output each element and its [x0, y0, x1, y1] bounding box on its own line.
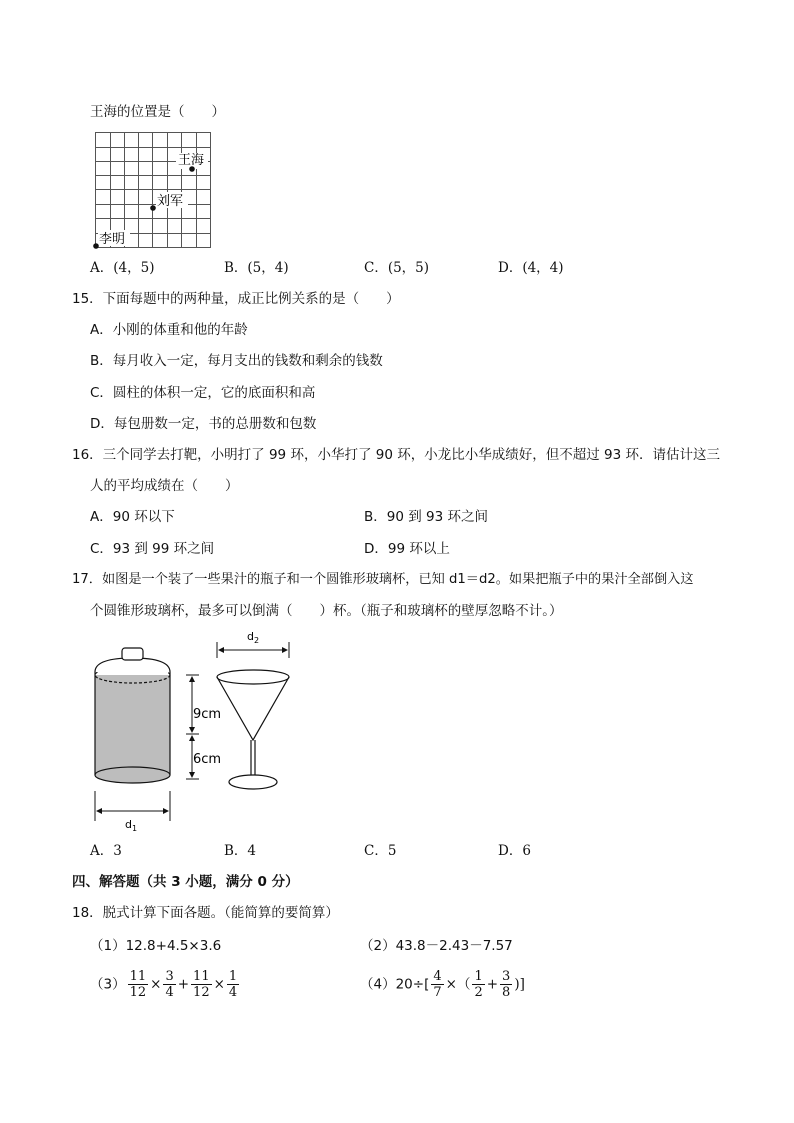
q15-stem: 15．下面每题中的两种量，成正比例关系的是（ ） [72, 291, 400, 307]
q14-option-b[interactable]: B．(5，4) [224, 260, 289, 276]
q16-stem-line1: 16．三个同学去打靶，小明打了 99 环，小华打了 90 环，小龙比小华成绩好，但不超过 93 环．请估计这三 [72, 447, 720, 463]
q18-part3: （3） $\frac{11}{12}$ × $\frac{3}{4}$ + $\frac{11}{12}$ × $\frac{1}{4}$ [90, 969, 238, 1000]
q14-stem: 王海的位置是（ ） [90, 104, 225, 120]
q15-option-a[interactable]: A．小刚的体重和他的年龄 [90, 322, 248, 338]
label-liujun: 刘军 [157, 194, 184, 209]
q17-option-c[interactable]: C．5 [364, 843, 397, 859]
q17-figure [85, 628, 300, 838]
q15-option-b[interactable]: B．每月收入一定，每月支出的钱数和剩余的钱数 [90, 353, 383, 369]
q15-option-d[interactable]: D．每包册数一定，书的总册数和包数 [90, 416, 317, 432]
cone-glass [217, 670, 289, 789]
point-liujun [150, 205, 156, 211]
q17-stem-line1: 17．如图是一个装了一些果汁的瓶子和一个圆锥形玻璃杯，已知 d1＝d2。如果把瓶子中的果汁全部倒入这 [72, 572, 694, 587]
q18-stem: 18．脱式计算下面各题。（能简算的要简算） [72, 905, 339, 921]
q17-stem-line2: 个圆锥形玻璃杯，最多可以倒满（ ）杯。（瓶子和玻璃杯的壁厚忽略不计。） [90, 603, 563, 619]
q18-part1: （1）12.8+4.5×3.6 [90, 938, 222, 954]
section-title: 四、解答题（共 3 小题，满分 0 分） [72, 874, 299, 890]
d2-label: $d_2$ [247, 630, 260, 645]
q14-grid-figure [92, 129, 214, 251]
q16-option-b[interactable]: B．90 到 93 环之间 [364, 509, 488, 525]
bottle [95, 648, 170, 783]
q14-option-d[interactable]: D．(4，4) [498, 260, 564, 276]
q17-option-d[interactable]: D．6 [498, 843, 531, 859]
d1-label: $d_1$ [125, 818, 138, 833]
q16-option-a[interactable]: A．90 环以下 [90, 509, 175, 525]
point-liming [93, 243, 99, 249]
q18-part2: （2）43.8－2.43－7.57 [360, 938, 513, 954]
q14-option-a[interactable]: A．(4，5) [90, 260, 155, 276]
q15-option-c[interactable]: C．圆柱的体积一定，它的底面积和高 [90, 385, 316, 401]
q18-part4: （4）20÷[ $\frac{4}{7}$ ×（ $\frac{1}{2}$ + $\frac{3}{8}$ )] [360, 969, 525, 1000]
q14-option-c[interactable]: C．(5，5) [364, 260, 430, 276]
label-liming: 李明 [99, 232, 126, 247]
q17-option-b[interactable]: B．4 [224, 843, 257, 859]
q16-option-d[interactable]: D．99 环以上 [364, 541, 450, 557]
q16-option-c[interactable]: C．93 到 99 环之间 [90, 541, 215, 557]
q17-option-a[interactable]: A．3 [90, 843, 122, 859]
h-bottom-label: 6cm [193, 752, 222, 767]
q16-stem-line2: 人的平均成绩在（ ） [90, 478, 239, 494]
h-top-label: 9cm [193, 707, 222, 722]
label-wanghai: 王海 [178, 153, 205, 168]
